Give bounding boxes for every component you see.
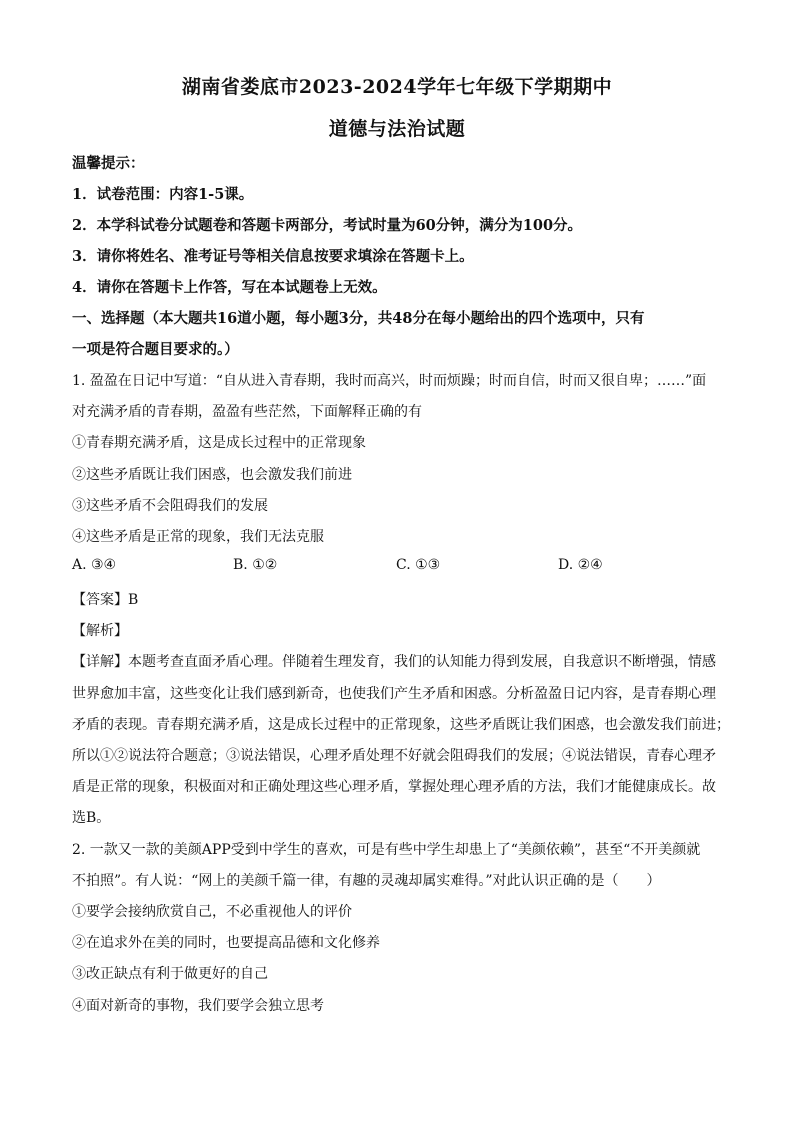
q1-analysis-line: 盾是正常的现象，积极面对和正确处理这些心理矛盾，掌握处理心理矛盾的方法，我们才能健康成长。故 xyxy=(72,779,716,795)
section-heading: 一、选择题（本大题共16道小题，每小题3分，共48分在每小题给出的四个选项中，只有 xyxy=(72,310,645,327)
q1-option-d: D. ②④ xyxy=(558,557,603,573)
q2-stem: 2. 一款又一款的美颜APP受到中学生的喜欢，可是有些中学生却患上了“美颜依赖”，甚至“不开美颜就 xyxy=(72,842,701,858)
tip-item: 1．试卷范围：内容1-5课。 xyxy=(72,186,254,203)
section-heading-cont: 一项是符合题目要求的。） xyxy=(72,341,239,358)
q1-analysis-line: 选B。 xyxy=(72,810,111,826)
document-title-line1: 湖南省娄底市2023-2024学年七年级下学期期中 xyxy=(181,76,613,98)
q1-option-b: B. ①② xyxy=(233,557,278,573)
q2-statement: ②在追求外在美的同时，也要提高品德和文化修养 xyxy=(72,935,380,951)
tips-heading: 温馨提示： xyxy=(72,155,145,172)
q1-analysis-line: 【详解】本题考查直面矛盾心理。伴随着生理发育，我们的认知能力得到发展，自我意识不断增强，情感 xyxy=(72,654,716,670)
tip-item: 4．请你在答题卡上作答，写在本试题卷上无效。 xyxy=(72,279,387,296)
q1-option-a: A. ③④ xyxy=(72,557,117,573)
q2-statement: ③改正缺点有利于做更好的自己 xyxy=(72,966,268,982)
q2-statement: ①要学会接纳欣赏自己，不必重视他人的评价 xyxy=(72,904,352,920)
q1-statement: ①青春期充满矛盾，这是成长过程中的正常现象 xyxy=(72,435,366,451)
q1-statement: ③这些矛盾不会阻碍我们的发展 xyxy=(72,498,268,514)
q1-statement: ②这些矛盾既让我们困惑，也会激发我们前进 xyxy=(72,467,352,483)
tip-item: 3．请你将姓名、准考证号等相关信息按要求填涂在答题卡上。 xyxy=(72,248,474,265)
q1-analysis-line: 所以①②说法符合题意；③说法错误，心理矛盾处理不好就会阻碍我们的发展；④说法错误，青春心理矛 xyxy=(72,748,716,764)
q1-option-c: C. ①③ xyxy=(396,557,441,573)
tip-item: 2．本学科试卷分试题卷和答题卡两部分，考试时量为60分钟，满分为100分。 xyxy=(72,217,583,234)
q2-stem-cont: 不拍照”。有人说：“网上的美颜千篇一律，有趣的灵魂却属实难得。”对此认识正确的是（ ） xyxy=(72,873,661,889)
q2-statement: ④面对新奇的事物，我们要学会独立思考 xyxy=(72,998,324,1014)
q1-analysis-label: 【解析】 xyxy=(72,623,128,639)
q1-analysis-line: 矛盾的表现。青春期充满矛盾，这是成长过程中的正常现象，这些矛盾既让我们困惑，也会激发我们前进； xyxy=(72,717,730,733)
q1-stem: 1. 盈盈在日记中写道：“自从进入青春期，我时而高兴，时而烦躁；时而自信，时而又很自卑；……”面 xyxy=(72,373,707,389)
q1-statement: ④这些矛盾是正常的现象，我们无法克服 xyxy=(72,529,324,545)
q1-stem-cont: 对充满矛盾的青春期，盈盈有些茫然，下面解释正确的有 xyxy=(72,404,422,420)
q1-answer: 【答案】B xyxy=(72,592,139,608)
q1-analysis-line: 世界愈加丰富，这些变化让我们感到新奇，也使我们产生矛盾和困惑。分析盈盈日记内容，是青春期心理 xyxy=(72,686,716,702)
document-title-line2: 道德与法治试题 xyxy=(328,118,466,140)
